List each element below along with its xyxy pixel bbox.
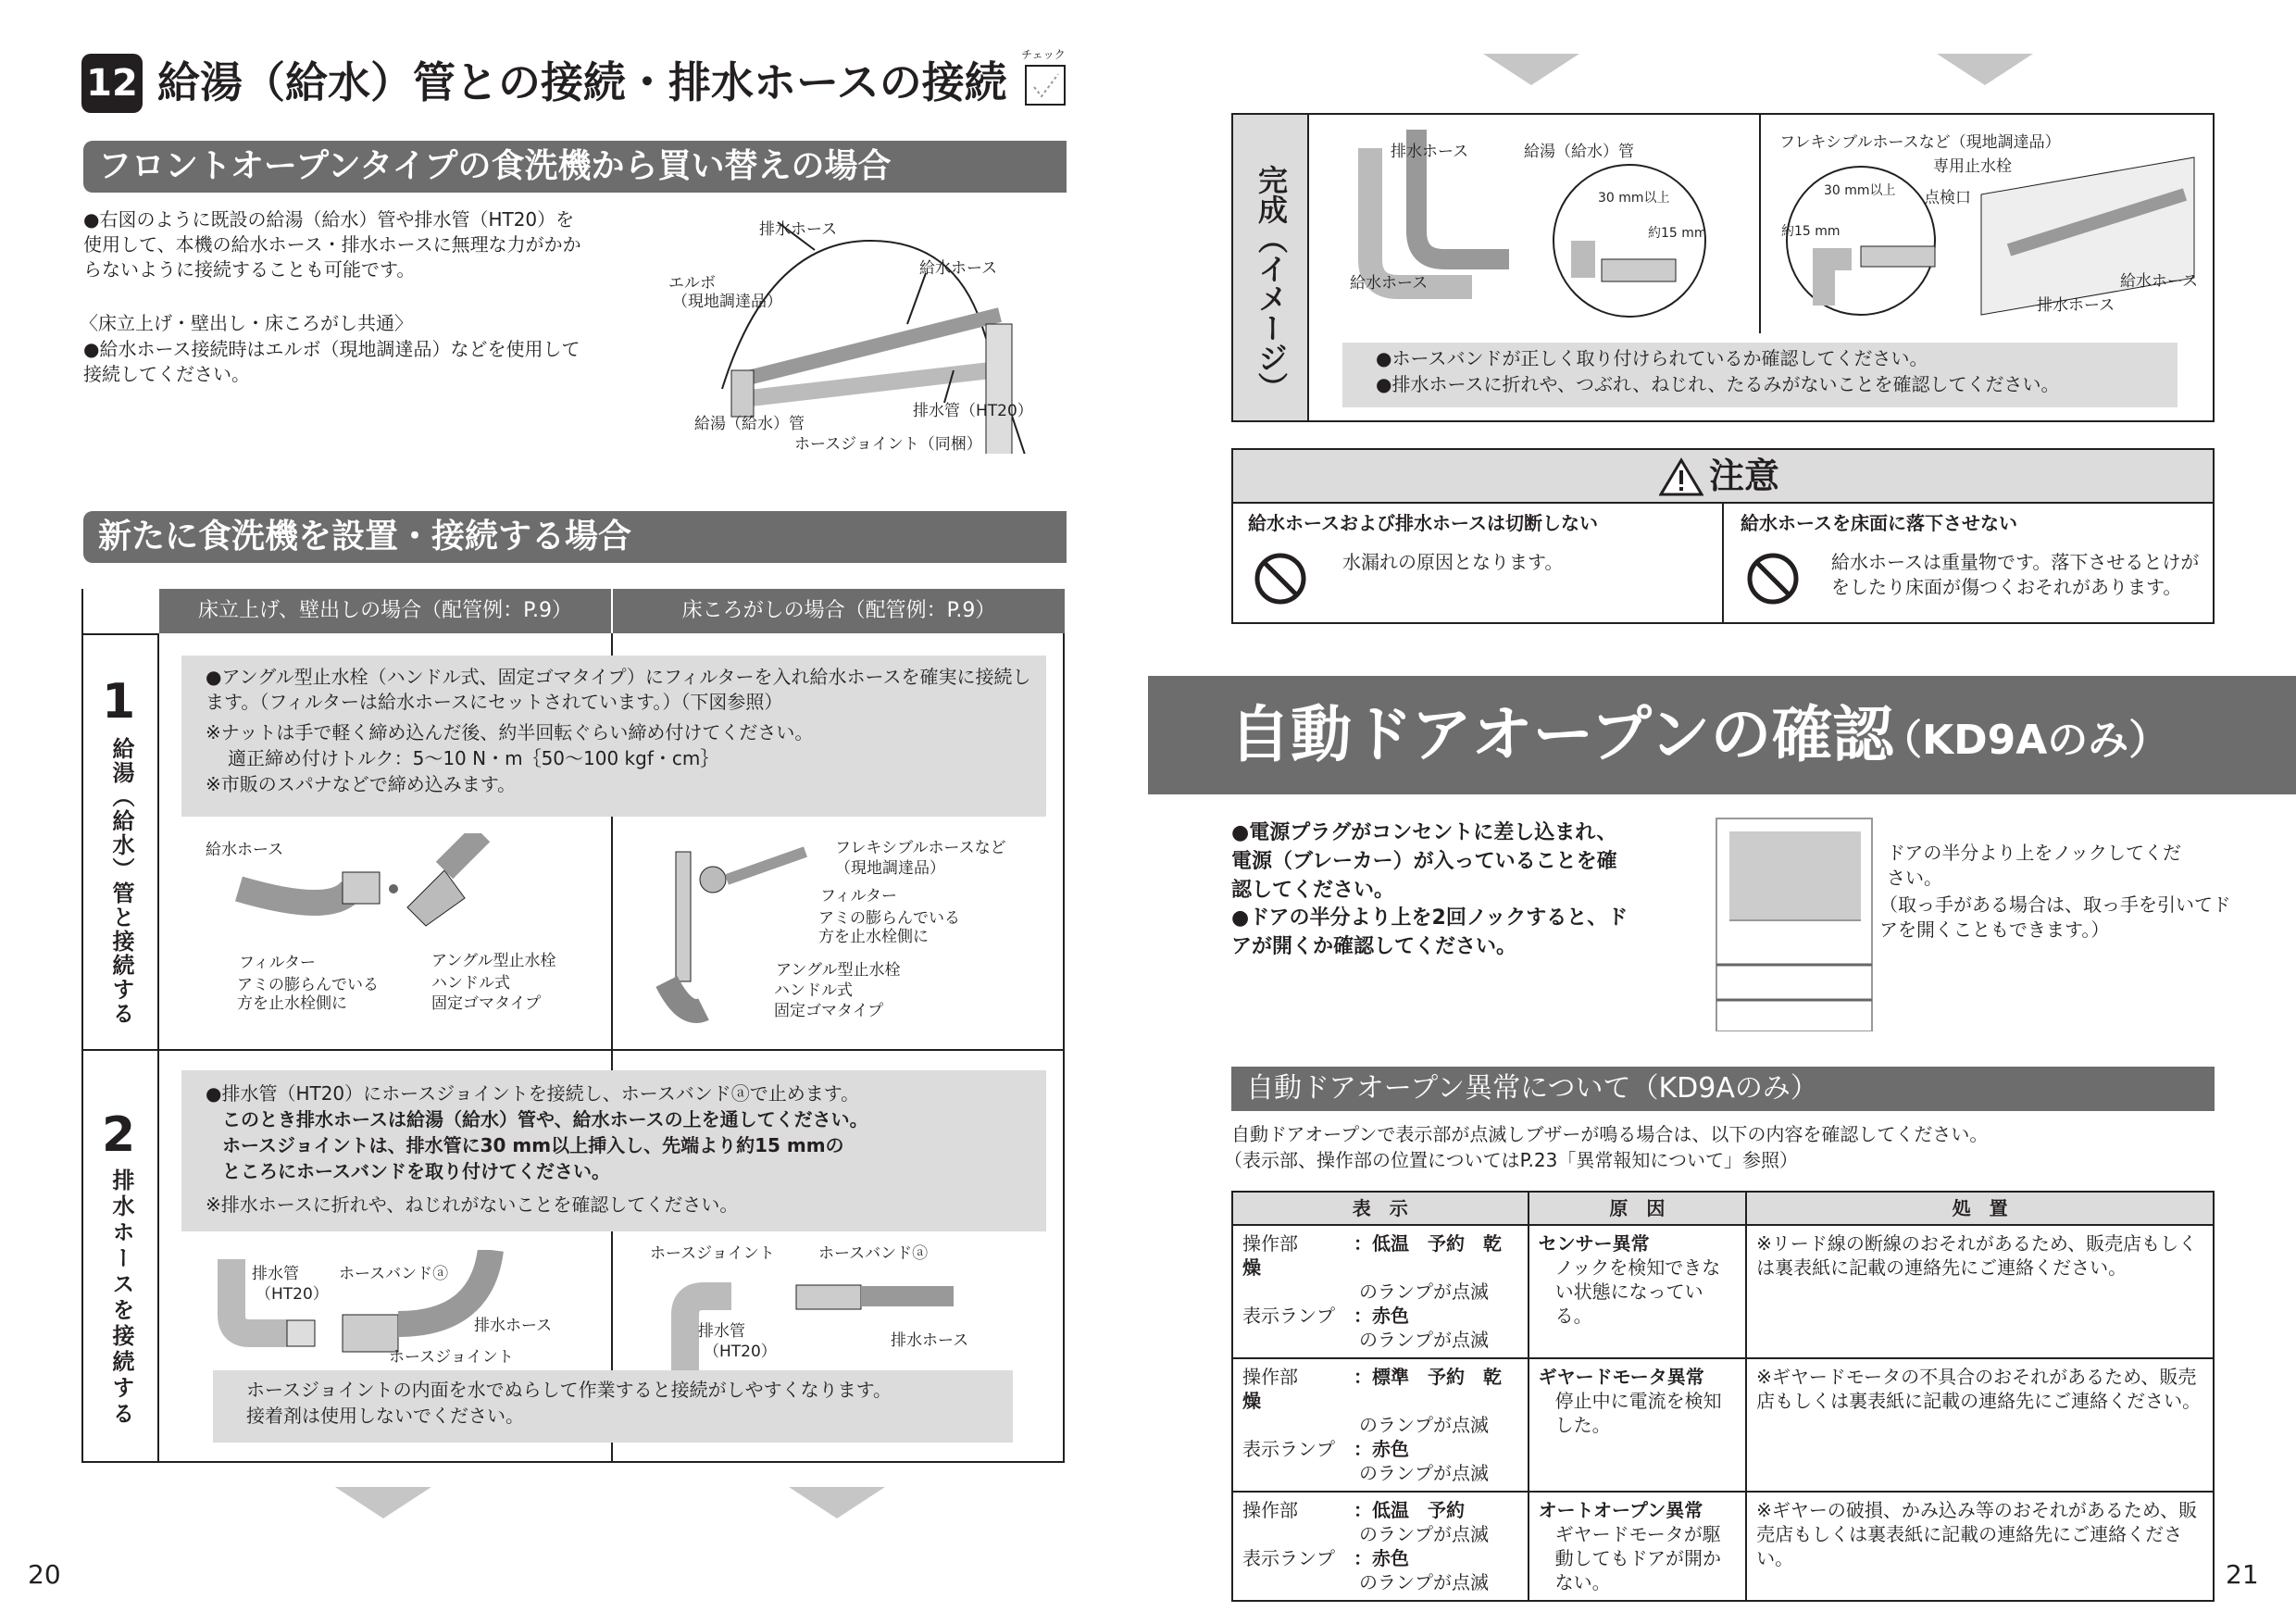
table-row bbox=[1232, 1225, 2214, 1358]
check-label: チェック bbox=[1021, 48, 1066, 61]
img-left-hot-pipe: 給湯（給水）管 bbox=[1524, 143, 1634, 161]
step2-label: 排水ホースを接続する bbox=[108, 1168, 134, 1428]
fig5-joint: ホースジョイント bbox=[650, 1244, 775, 1263]
fig4-drain-pipe: 排水管 bbox=[252, 1265, 299, 1283]
action-cell: ※リード線の断線のおそれがあるため、販売店もしくは裏表紙に記載の連絡先にご連絡ください。 bbox=[1746, 1225, 2214, 1358]
front-note: 〈床立上げ・壁出し・床ころがし共通〉 bbox=[80, 312, 413, 334]
fig2-valve-sub2: 固定ゴマタイプ bbox=[431, 994, 542, 1013]
lamp-value: ：赤色 bbox=[1354, 1438, 1409, 1460]
img-left-30mm: 30 mm以上 bbox=[1598, 191, 1670, 206]
auto-open-title: 自動ドアオープンの確認 bbox=[1229, 699, 1894, 770]
cause-cell bbox=[1529, 1225, 1747, 1358]
fig3-filter-note2: 方を止水栓側に bbox=[818, 928, 929, 946]
header-display: 表 示 bbox=[1232, 1192, 1529, 1225]
step1-text4: ※市販のスパナなどで締め込みます。 bbox=[206, 773, 517, 795]
step1-text3: 適正締め付けトルク：5〜10 N・m｛50〜100 kgf・cm｝ bbox=[228, 747, 719, 769]
fig2-filter-note1: アミの膨らんでいる bbox=[237, 976, 379, 994]
cause-text: 停止中に電流を検知した。 bbox=[1554, 1390, 1722, 1436]
auto-open-suffix: （KD9Aのみ） bbox=[1881, 717, 2170, 764]
fig2-filter: フィルター bbox=[239, 954, 316, 972]
door-note2: （取っ手がある場合は、取っ手を引いてドアを開くこともできます。） bbox=[1879, 893, 2231, 941]
page-number-left: 20 bbox=[28, 1559, 61, 1590]
prohibit-icon-1 bbox=[1254, 552, 1307, 609]
op-value: ：標準 予約 乾燥 bbox=[1242, 1366, 1502, 1412]
caution2-text: 給水ホースは重量物です。落下させるとけがをしたり床面が傷つくおそれがあります。 bbox=[1831, 551, 2200, 598]
fig2-supply-hose: 給水ホース bbox=[206, 841, 284, 859]
fig4-drain-hose: 排水ホース bbox=[474, 1317, 553, 1335]
step2-text3: ホースジョイントは、排水管に30 mm以上挿入し、先端より約15 mmの bbox=[222, 1134, 844, 1156]
complete-check1: ●ホースバンドが正しく取り付けられているか確認してください。 bbox=[1376, 347, 1928, 369]
front-text1: ●右図のように既設の給湯（給水）管や排水管（HT20）を使用して、本機の給水ホース・排水ホースに無理な力がかからないように接続することも可能です。 bbox=[83, 208, 581, 281]
fig3-filter: フィルター bbox=[820, 887, 897, 906]
new-install-band: 新たに食洗機を設置・接続する場合 bbox=[83, 511, 1067, 563]
fig3-valve: アングル型止水栓 bbox=[776, 961, 901, 980]
check-icon bbox=[1027, 67, 1064, 104]
step2-text5: ※排水ホースに折れや、ねじれがないことを確認してください。 bbox=[206, 1193, 739, 1216]
caution-divider bbox=[1722, 504, 1724, 624]
steps-corner bbox=[81, 589, 159, 635]
abnormal-text1: 自動ドアオープンで表示部が点滅しブザーが鳴る場合は、以下の内容を確認してください。 bbox=[1231, 1123, 1989, 1145]
step-column-divider bbox=[157, 633, 159, 1463]
door-note1: ドアの半分より上をノックしてください。 bbox=[1887, 842, 2181, 889]
lamp-label: 表示ランプ bbox=[1242, 1438, 1335, 1460]
step2-text2: このとき排水ホースは給湯（給水）管や、給水ホースの上を通してください。 bbox=[222, 1108, 868, 1131]
fig1-drain-pipe: 排水管（HT20） bbox=[913, 402, 1033, 420]
fig1-elbow-sub: （現地調達品） bbox=[672, 293, 782, 311]
op-sub: のランプが点滅 bbox=[1359, 1414, 1489, 1436]
lamp-sub: のランプが点滅 bbox=[1359, 1462, 1489, 1484]
img-left-supply-hose: 給水ホース bbox=[1350, 274, 1429, 293]
table-row bbox=[1232, 1492, 2214, 1601]
door-illustration bbox=[1715, 817, 1874, 1031]
step2-number: 2 bbox=[102, 1107, 136, 1163]
abnormal-table bbox=[1231, 1191, 2215, 1602]
down-arrow-right-1 bbox=[1483, 54, 1579, 85]
fig1-drain-hose: 排水ホース bbox=[759, 220, 838, 239]
complete-check2: ●排水ホースに折れや、つぶれ、ねじれ、たるみがないことを確認してください。 bbox=[1376, 373, 2060, 395]
img-right-flex-hose: フレキシブルホースなど（現地調達品） bbox=[1779, 133, 2061, 152]
img-right-inspection: 点検口 bbox=[1924, 189, 1971, 207]
figure-floor-drain bbox=[648, 1259, 1055, 1380]
lamp-label: 表示ランプ bbox=[1242, 1547, 1335, 1569]
img-left-15mm: 約15 mm bbox=[1648, 226, 1707, 241]
img-left-drain-hose: 排水ホース bbox=[1391, 143, 1469, 161]
op-label: 操作部 bbox=[1242, 1366, 1298, 1388]
caution2-title: 給水ホースを床面に落下させない bbox=[1741, 512, 2017, 534]
cause-text: ギヤードモータが駆動してもドアが開かない。 bbox=[1554, 1523, 1721, 1593]
step2-text1: ●排水管（HT20）にホースジョイントを接続し、ホースバンドⓐで止めます。 bbox=[206, 1082, 860, 1105]
cause-title: オートオープン異常 bbox=[1538, 1499, 1703, 1521]
header-action: 処 置 bbox=[1746, 1192, 2214, 1225]
op-label: 操作部 bbox=[1242, 1232, 1298, 1255]
checkbox[interactable] bbox=[1025, 65, 1066, 106]
caution1-title: 給水ホースおよび排水ホースは切断しない bbox=[1248, 512, 1598, 534]
display-cell bbox=[1232, 1358, 1529, 1492]
fig5-drain-pipe: 排水管 bbox=[698, 1322, 745, 1341]
fig4-joint: ホースジョイント bbox=[389, 1348, 514, 1367]
table-row bbox=[1232, 1358, 2214, 1492]
down-arrow-left-2 bbox=[789, 1487, 885, 1518]
abnormal-text2: （表示部、操作部の位置についてはP.23「異常報知について」参照） bbox=[1224, 1149, 1798, 1171]
step-row-divider bbox=[81, 1049, 1065, 1051]
auto-text1: ●電源プラグがコンセントに差し込まれ、電源（ブレーカー）が入っていることを確認してください。 bbox=[1231, 821, 1617, 902]
section-number-badge: 12 bbox=[81, 54, 143, 113]
fig1-joint: ホースジョイント（同梱） bbox=[794, 435, 982, 454]
lamp-sub: のランプが点滅 bbox=[1359, 1571, 1489, 1593]
op-sub: のランプが点滅 bbox=[1359, 1280, 1489, 1303]
img-right-drain-hose: 排水ホース bbox=[2037, 296, 2115, 315]
fig4-drain-pipe-sub: （HT20） bbox=[256, 1285, 329, 1304]
lamp-sub: のランプが点滅 bbox=[1359, 1329, 1489, 1351]
fig2-valve: アングル型止水栓 bbox=[431, 952, 556, 970]
abnormal-band: 自動ドアオープン異常について（KD9Aのみ） bbox=[1231, 1067, 2215, 1111]
fig3-valve-sub2: 固定ゴマタイプ bbox=[774, 1002, 884, 1020]
fig3-flex-sub: （現地調達品） bbox=[835, 859, 945, 878]
op-sub: のランプが点滅 bbox=[1359, 1523, 1489, 1545]
front-text2: ●給水ホース接続時はエルボ（現地調達品）などを使用して接続してください。 bbox=[83, 338, 580, 385]
image-divider bbox=[1759, 113, 1761, 333]
display-cell bbox=[1232, 1492, 1529, 1601]
step2-note2: 接着剤は使用しないでください。 bbox=[246, 1405, 524, 1427]
img-right-30mm: 30 mm以上 bbox=[1824, 183, 1896, 198]
cause-title: ギヤードモータ異常 bbox=[1538, 1366, 1704, 1388]
img-right-15mm: 約15 mm bbox=[1781, 224, 1841, 239]
fig3-filter-note1: アミの膨らんでいる bbox=[818, 909, 960, 928]
cause-cell bbox=[1529, 1358, 1747, 1492]
lamp-value: ：赤色 bbox=[1354, 1305, 1409, 1327]
fig2-valve-sub1: ハンドル式 bbox=[431, 974, 510, 993]
fig5-drain-pipe-sub: （HT20） bbox=[704, 1343, 777, 1361]
cause-cell bbox=[1529, 1492, 1747, 1601]
caution1-text: 水漏れの原因となります。 bbox=[1342, 551, 1564, 573]
down-arrow-right-2 bbox=[1937, 54, 2033, 85]
img-right-valve: 専用止水栓 bbox=[1933, 157, 2012, 176]
step1-label: 給湯（給水）管と接続する bbox=[108, 737, 134, 1026]
lamp-value: ：赤色 bbox=[1354, 1547, 1409, 1569]
step2-text4: ところにホースバンドを取り付けてください。 bbox=[222, 1160, 610, 1182]
col1-header: 床立上げ、壁出しの場合（配管例：P.9） bbox=[159, 589, 611, 633]
op-label: 操作部 bbox=[1242, 1499, 1298, 1521]
img-right-supply-hose: 給水ホース bbox=[2120, 272, 2199, 291]
front-open-band: フロントオープンタイプの食洗機から買い替えの場合 bbox=[83, 141, 1067, 193]
page-number-right: 21 bbox=[2226, 1559, 2259, 1590]
op-value: ：低温 予約 乾燥 bbox=[1242, 1232, 1502, 1279]
fig5-drain-hose: 排水ホース bbox=[891, 1331, 969, 1350]
step1-text2: ※ナットは手で軽く締め込んだ後、約半回転ぐらい締め付けてください。 bbox=[206, 721, 814, 743]
step1-text1: ●アングル型止水栓（ハンドル式、固定ゴマタイプ）にフィルターを入れ給水ホースを確実に接続します。（フィルターは給水ホースにセットされています。）（下図参照） bbox=[206, 666, 1031, 713]
auto-text2: ●ドアの半分より上を2回ノックすると、ドアが開くか確認してください。 bbox=[1231, 906, 1628, 958]
complete-label: 完成（イメージ） bbox=[1254, 165, 1289, 402]
step2-note1: ホースジョイントの内面を水でぬらして作業すると接続がしやすくなります。 bbox=[246, 1379, 892, 1401]
caution-title: 注意 bbox=[1709, 456, 1780, 496]
fig1-elbow: エルボ bbox=[668, 274, 716, 293]
display-cell bbox=[1232, 1225, 1529, 1358]
fig3-valve-sub1: ハンドル式 bbox=[774, 981, 853, 1000]
fig4-band: ホースバンドⓐ bbox=[339, 1265, 449, 1283]
warning-triangle-icon bbox=[1659, 457, 1703, 500]
step1-number: 1 bbox=[102, 674, 136, 730]
lamp-label: 表示ランプ bbox=[1242, 1305, 1335, 1327]
fig3-flex-hose: フレキシブルホースなど bbox=[835, 839, 1006, 857]
table-header-row bbox=[1232, 1192, 2214, 1225]
cause-text: ノックを検知できない状態になっている。 bbox=[1554, 1256, 1721, 1327]
fig2-filter-note2: 方を止水栓側に bbox=[237, 994, 347, 1013]
action-cell: ※ギヤードモータの不具合のおそれがあるため、販売店もしくは裏表紙に記載の連絡先にご連絡ください。 bbox=[1746, 1358, 2214, 1492]
action-cell: ※ギヤーの破損、かみ込み等のおそれがあるため、販売店もしくは裏表紙に記載の連絡先にご連絡ください。 bbox=[1746, 1492, 2214, 1601]
prohibit-icon-2 bbox=[1746, 552, 1800, 609]
header-cause: 原 因 bbox=[1529, 1192, 1747, 1225]
page-title: 給湯（給水）管との接続・排水ホースの接続 bbox=[157, 57, 1007, 107]
fig1-supply-hose: 給水ホース bbox=[919, 259, 998, 278]
floor-drain-illustration bbox=[648, 1259, 1055, 1380]
op-value: ：低温 予約 bbox=[1354, 1499, 1465, 1521]
cause-title: センサー異常 bbox=[1538, 1232, 1650, 1255]
down-arrow-left-1 bbox=[335, 1487, 431, 1518]
fig5-band: ホースバンドⓐ bbox=[818, 1244, 929, 1263]
fig1-hot-pipe: 給湯（給水）管 bbox=[694, 415, 805, 433]
col2-header: 床ころがしの場合（配管例：P.9） bbox=[613, 589, 1065, 633]
door-figure bbox=[1715, 817, 1874, 1031]
